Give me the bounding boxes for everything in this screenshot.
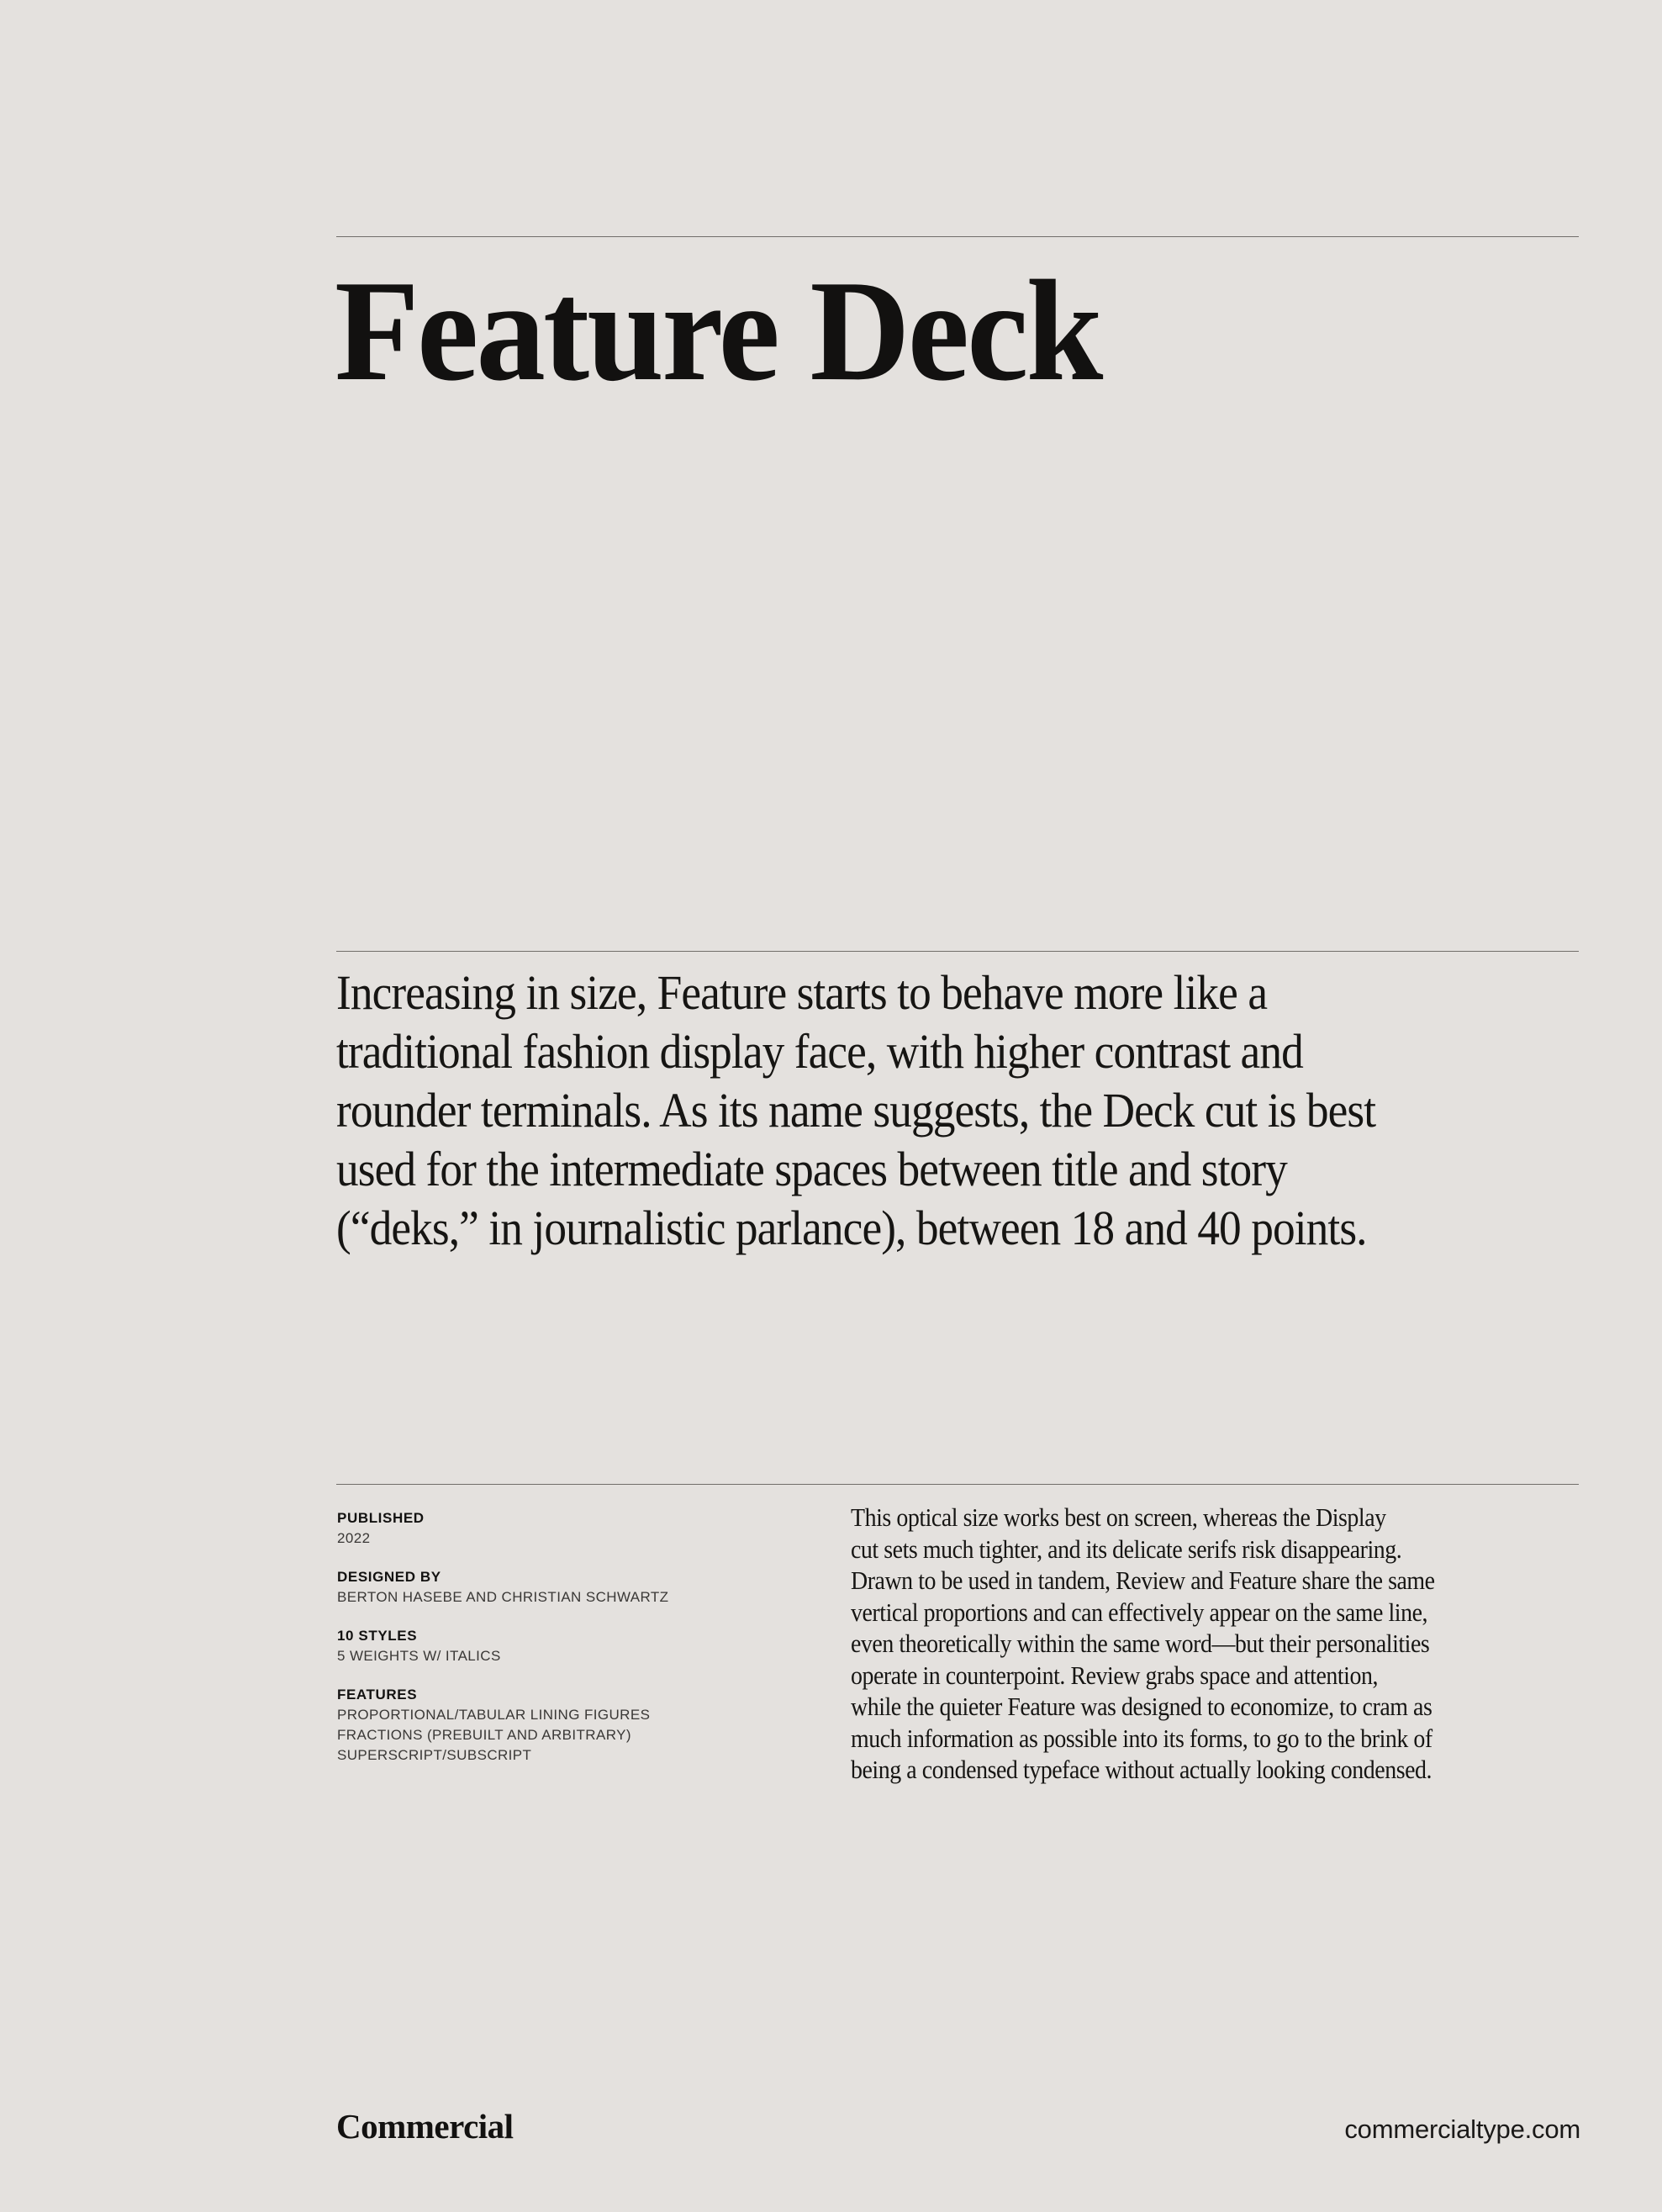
intro-paragraph — [336, 963, 1375, 1258]
text-line: traditional fashion display face, with higher contrast and — [336, 1024, 1303, 1079]
description-paragraph — [851, 1502, 1435, 1786]
spec-label: FEATURES — [337, 1687, 418, 1703]
spec-value: FRACTIONS (PREBUILT AND ARBITRARY) — [337, 1727, 631, 1743]
text-line: vertical proportions and can effectively appear on the same line, — [851, 1597, 1428, 1627]
text-line: even theoretically within the same word—but their personalities — [851, 1629, 1430, 1658]
text-line: much information as possible into its forms, to go to the brink of — [851, 1723, 1432, 1753]
specs-column — [337, 1508, 668, 1784]
page-title: Feature Deck — [335, 251, 1101, 411]
text-line: used for the intermediate spaces between title and story — [336, 1142, 1287, 1196]
spec-value: SUPERSCRIPT/SUBSCRIPT — [337, 1747, 532, 1763]
spec-label: DESIGNED BY — [337, 1569, 441, 1585]
spec-value: 2022 — [337, 1530, 371, 1546]
website-link[interactable]: commercialtype.com — [1344, 2114, 1580, 2144]
divider-middle — [336, 951, 1579, 952]
text-line: This optical size works best on screen, whereas the Display — [851, 1502, 1386, 1532]
spec-value: 5 WEIGHTS W/ ITALICS — [337, 1648, 501, 1664]
spec-block — [337, 1626, 668, 1666]
divider-bottom — [336, 1484, 1579, 1485]
text-line: Increasing in size, Feature starts to behave more like a — [336, 965, 1268, 1020]
text-line: being a condensed typeface without actually looking condensed. — [851, 1755, 1432, 1784]
spec-label: PUBLISHED — [337, 1510, 425, 1526]
text-line: while the quieter Feature was designed to economize, to cram as — [851, 1692, 1432, 1721]
spec-block — [337, 1567, 668, 1608]
commercial-type-logo[interactable]: Commercial — [336, 2107, 514, 2146]
text-line: operate in counterpoint. Review grabs space and attention, — [851, 1660, 1379, 1690]
page-footer — [336, 2106, 1580, 2146]
spec-block — [337, 1685, 668, 1766]
text-line: rounder terminals. As its name suggests, the Deck cut is best — [336, 1083, 1376, 1138]
divider-top — [336, 236, 1579, 237]
text-line: cut sets much tighter, and its delicate serifs risk disappearing. — [851, 1534, 1402, 1564]
spec-label: 10 STYLES — [337, 1628, 418, 1644]
spec-block — [337, 1508, 668, 1549]
spec-value: BERTON HASEBE AND CHRISTIAN SCHWARTZ — [337, 1589, 669, 1605]
text-line: Drawn to be used in tandem, Review and Feature share the same — [851, 1565, 1435, 1595]
spec-value: PROPORTIONAL/TABULAR LINING FIGURES — [337, 1707, 651, 1723]
text-line: (“deks,” in journalistic parlance), between 18 and 40 points. — [336, 1201, 1367, 1255]
